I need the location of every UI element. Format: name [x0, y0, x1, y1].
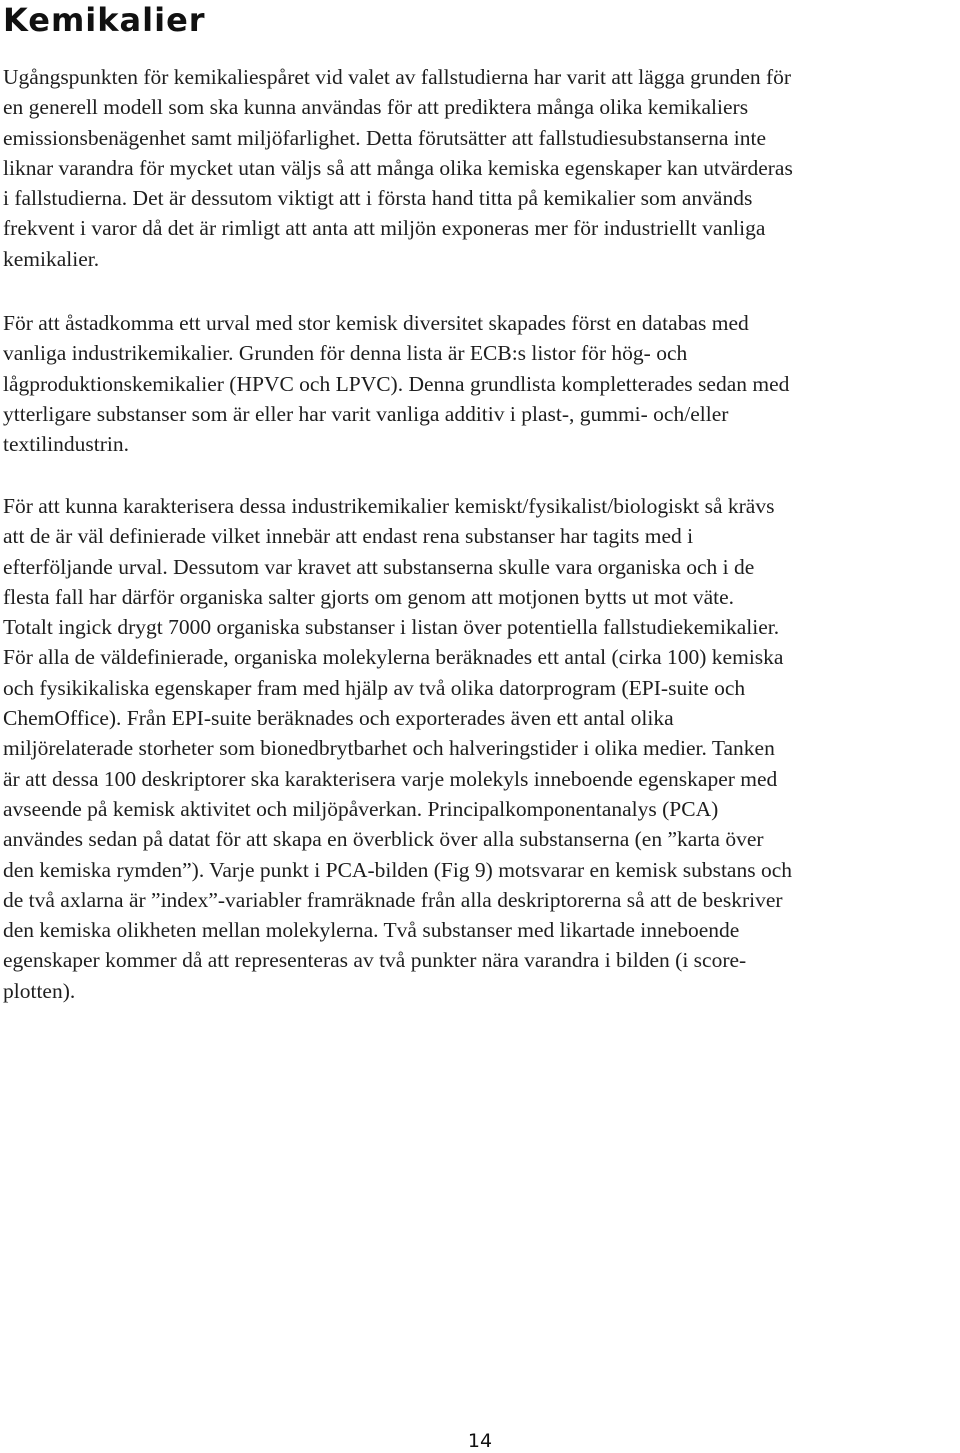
text-line: en generell modell som ska kunna användas för att prediktera många olika kemikaliers [3, 95, 749, 120]
text-line: frekvent i varor då det är rimligt att anta att miljön exponeras mer för industriellt vanliga [3, 216, 766, 241]
page-heading: Kemikalier [3, 1, 206, 39]
text-line: efterföljande urval. Dessutom var kravet att substanserna skulle vara organiska och i de [3, 554, 755, 579]
text-line: vanliga industrikemikalier. Grunden för denna lista är ECB:s listor för hög- och [3, 341, 688, 366]
text-line: För att åstadkomma ett urval med stor kemisk diversitet skapades först en databas med [3, 311, 749, 335]
text-line: Totalt ingick drygt 7000 organiska substanser i listan över potentiella fallstudiekemikalier. [3, 615, 780, 640]
text-line: lågproduktionskemikalier (HPVC och LPVC). Denna grundlista kompletterades sedan med [3, 371, 790, 396]
text-line: den kemiska rymden”). Varje punkt i PCA-bilden (Fig 9) motsvarar en kemisk substans och [3, 857, 792, 882]
text-line: i fallstudierna. Det är dessutom viktigt att i första hand titta på kemikalier som används [3, 186, 753, 211]
text-line: plotten). [3, 978, 76, 1003]
text-line: är att dessa 100 deskriptorer ska karakterisera varje molekyls inneboende egenskaper med [3, 766, 778, 791]
text-line: användes sedan på datat för att skapa en överblick över alla substanserna (en ”karta över [3, 827, 764, 852]
text-line: Ugångspunkten för kemikaliespåret vid valet av fallstudierna har varit att lägga grunden för [3, 65, 792, 89]
paragraph-3 [3, 491, 948, 1006]
text-line: flesta fall har därför organiska salter gjorts om genom att motjonen bytts ut mot väte. [3, 584, 735, 609]
text-line: emissionsbenägenhet samt miljöfarlighet. Detta förutsätter att fallstudiesubstanserna inte [3, 125, 767, 150]
text-line: ytterligare substanser som är eller har varit vanliga additiv i plast-, gummi- och/eller [3, 401, 729, 426]
text-line: och fysikikaliska egenskaper fram med hjälp av två olika datorprogram (EPI-suite och [3, 675, 746, 700]
paragraph-1 [3, 62, 948, 274]
paragraph-2 [3, 308, 948, 459]
text-line: avseende på kemisk aktivitet och miljöpåverkan. Principalkomponentanalys (PCA) [3, 796, 719, 821]
text-line: För att kunna karakterisera dessa industrikemikalier kemiskt/fysikalist/biologiskt så krävs [3, 494, 775, 518]
text-line: kemikalier. [3, 246, 100, 271]
text-line: För alla de väldefinierade, organiska molekylerna beräknades ett antal (cirka 100) kemiska [3, 645, 784, 670]
text-line: den kemiska olikheten mellan molekylerna. Två substanser med likartade inneboende [3, 918, 740, 943]
text-line: liknar varandra för mycket utan väljs så att många olika kemiska egenskaper kan utvärderas [3, 155, 793, 180]
text-line: de två axlarna är ”index”-variabler framräknade från alla deskriptorerna så att de beskriver [3, 887, 783, 912]
text-line: att de är väl definierade vilket innebär att endast rena substanser har tagits med i [3, 524, 694, 549]
text-line: egenskaper kommer då att representeras av två punkter nära varandra i bilden (i score- [3, 948, 747, 973]
page-number: 14 [467, 1430, 493, 1452]
text-line: miljörelaterade storheter som bionedbrytbarhet och halveringstider i olika medier. Tanken [3, 736, 775, 761]
text-line: textilindustrin. [3, 432, 130, 457]
text-line: ChemOffice). Från EPI-suite beräknades och exporterades även ett antal olika [3, 706, 674, 731]
